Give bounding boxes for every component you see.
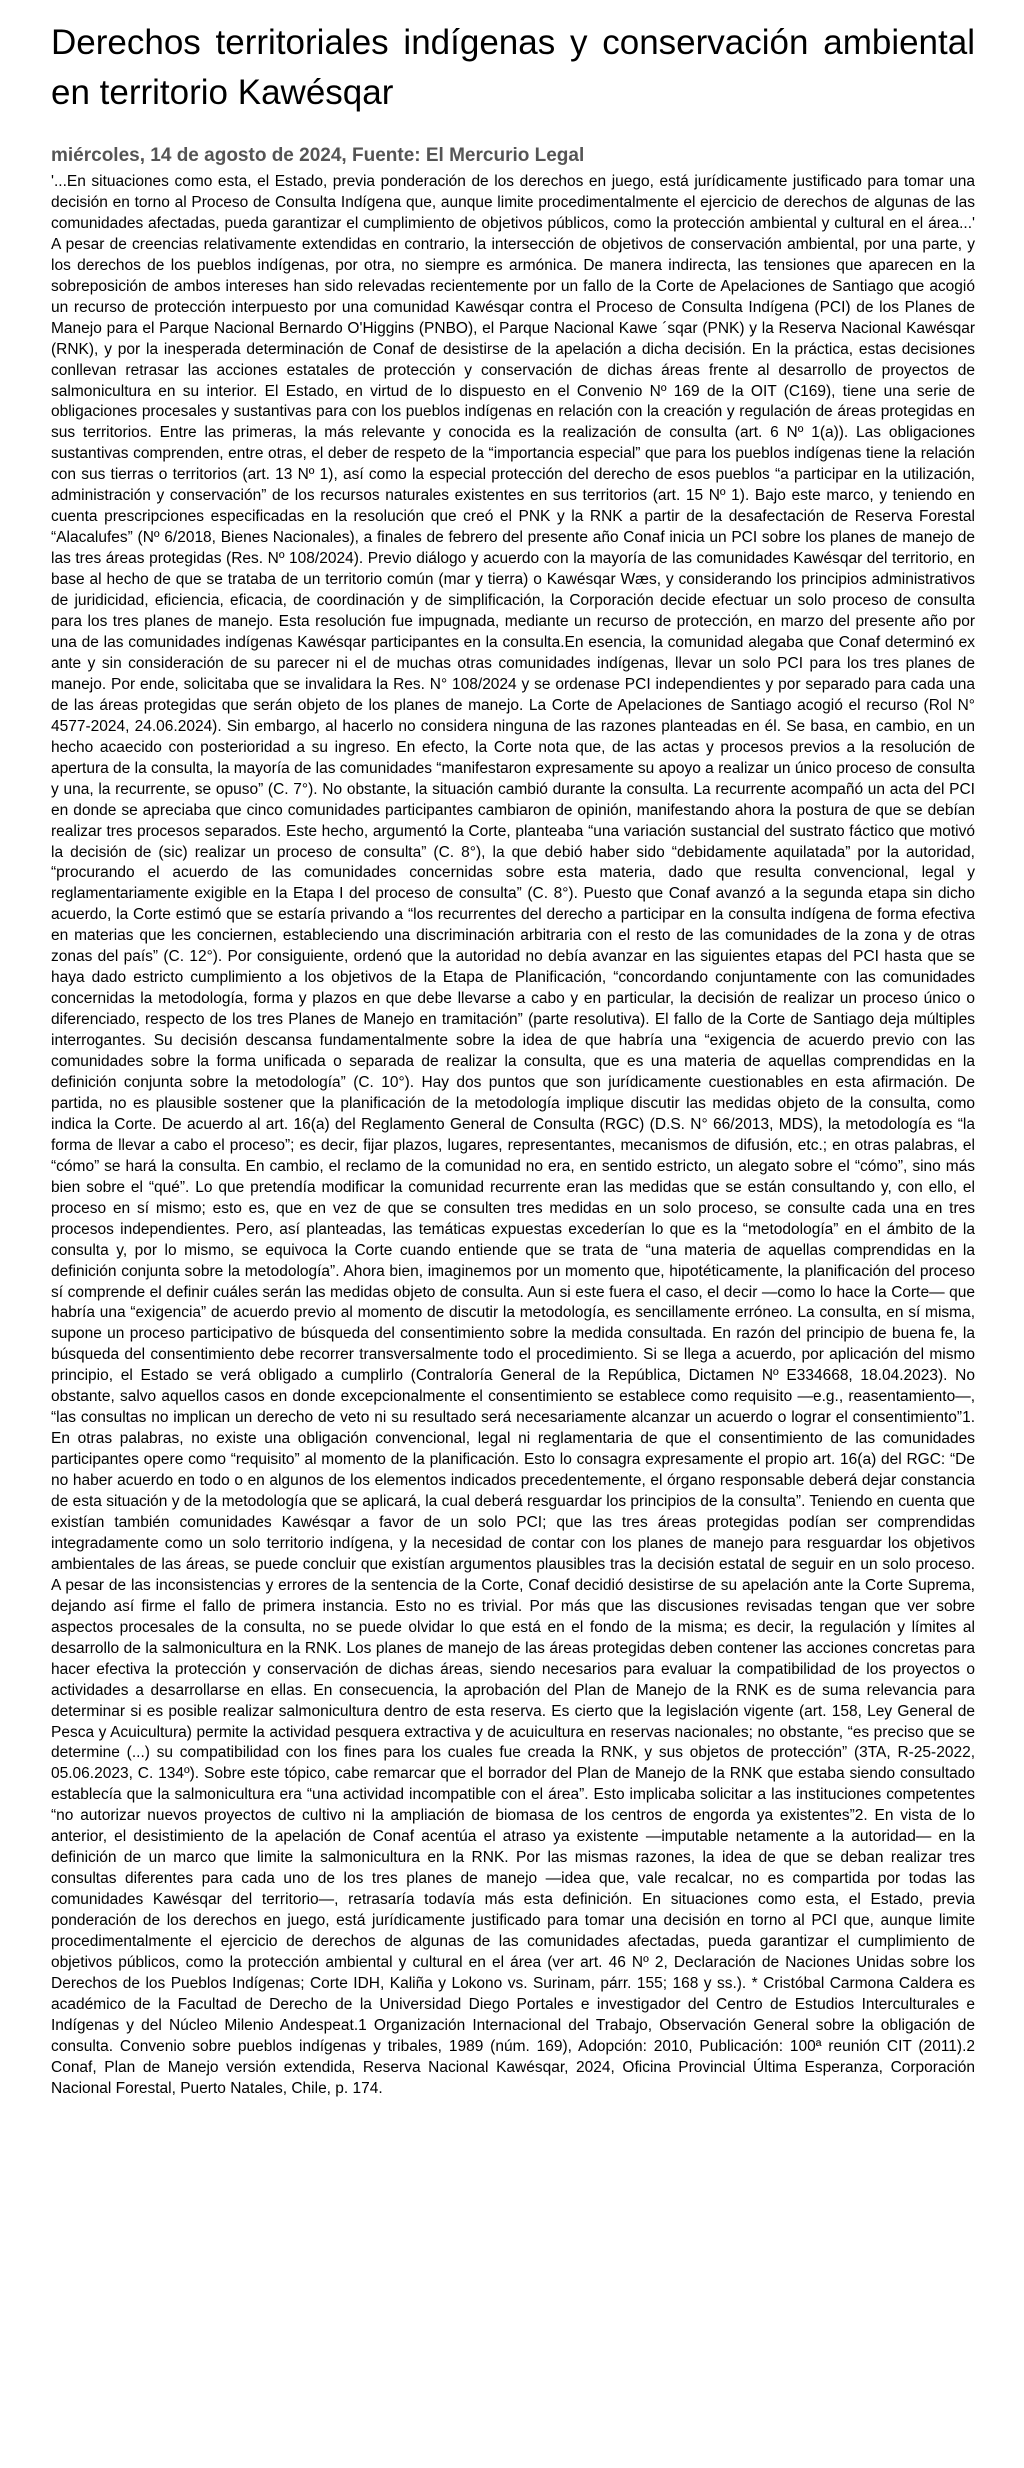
article-source: El Mercurio Legal	[425, 145, 585, 166]
article-page	[51, 0, 975, 2100]
article-title: Derechos territoriales indígenas y conservación ambiental en territorio Kawésqar	[51, 23, 975, 112]
article-source-prefix: Fuente:	[351, 145, 421, 166]
article-date: miércoles, 14 de agosto de 2024	[51, 145, 342, 166]
article-body: '...En situaciones como esta, el Estado, previa ponderación de los derechos en juego, está jurídicamente justificado para tomar una decisión en torno al Proceso de Consulta Indígena que, aunque limite procedimentalmente el ejercicio de derechos de algunas de las comunidades afectadas, pueda garantizar el cumplimiento de objetivos públicos, como la protección ambiental y cultural en el área...' A pesar de creencias relativamente extendidas en contrario, la intersección de objetivos de conservación ambiental, por una parte, y los derechos de los pueblos indígenas, por otra, no siempre es armónica. De manera indirecta, las tensiones que aparecen en la sobreposición de ambos intereses han sido relevadas recientemente por un fallo de la Corte de Apelaciones de Santiago que acogió un recurso de protección interpuesto por una comunidad Kawésqar contra el Proceso de Consulta Indígena (PCI) de los Planes de Manejo para el Parque Nacional Bernardo O'Higgins (PNBO), el Parque Nacional Kawe ´sqar (PNK) y la Reserva Nacional Kawésqar (RNK), y por la inesperada determinación de Conaf de desistirse de la apelación a dicha decisión. En la práctica, estas decisiones conllevan retrasar las acciones estatales de protección y conservación de dichas áreas frente al desarrollo de proyectos de salmonicultura en su interior. El Estado, en virtud de lo dispuesto en el Convenio Nº 169 de la OIT (C169), tiene una serie de obligaciones procesales y sustantivas para con los pueblos indígenas en relación con la creación y regulación de áreas protegidas en sus territorios. Entre las primeras, la más relevante y conocida es la realización de consulta (art. 6 Nº 1(a)). Las obligaciones sustantivas comprenden, entre otras, el deber de respeto de la “importancia especial” que para los pueblos indígenas tiene la relación con sus tierras o territorios (art. 13 Nº 1), así como la especial protección del derecho de esos pueblos “a participar en la utilización, administración y conservación” de los recursos naturales existentes en sus territorios (art. 15 Nº 1). Bajo este marco, y teniendo en cuenta prescripciones especificadas en la resolución que creó el PNK y la RNK a partir de la desafectación de Reserva Forestal “Alacalufes” (Nº 6/2018, Bienes Nacionales), a finales de febrero del presente año Conaf inicia un PCI sobre los planes de manejo de las tres áreas protegidas (Res. Nº 108/2024). Previo diálogo y acuerdo con la mayoría de las comunidades Kawésqar del territorio, en base al hecho de que se trataba de un territorio común (mar y tierra) o Kawésqar Wæs, y considerando los principios administrativos de juridicidad, eficiencia, eficacia, de coordinación y de simplificación, la Corporación decide efectuar un solo proceso de consulta para los tres planes de manejo. Esta resolución fue impugnada, mediante un recurso de protección, en marzo del presente año por una de las comunidades indígenas Kawésqar participantes en la consulta.En esencia, la comunidad alegaba que Conaf determinó ex ante y sin consideración de su parecer ni el de muchas otras comunidades indígenas, llevar un solo PCI para los tres planes de manejo. Por ende, solicitaba que se invalidara la Res. N° 108/2024 y se ordenase PCI independientes y por separado para cada una de las áreas protegidas que serán objeto de los planes de manejo. La Corte de Apelaciones de Santiago acogió el recurso (Rol N° 4577-2024, 24.06.2024). Sin embargo, al hacerlo no considera ninguna de las razones planteadas en él. Se basa, en cambio, en un hecho acaecido con posterioridad a su ingreso. En efecto, la Corte nota que, de las actas y procesos previos a la resolución de apertura de la consulta, la mayoría de las comunidades “manifestaron expresamente su apoyo a realizar un único proceso de consulta y una, la recurrente, se opuso” (C. 7°). No obstante, la situación cambió durante la consulta. La recurrente acompañó un acta del PCI en donde se apreciaba que cinco comunidades participantes cambiaron de opinión, manifestando ahora la postura de que se debían realizar tres procesos separados. Este hecho, argumentó la Corte, planteaba “una variación sustancial del sustrato fáctico que motivó la decisión de (sic) realizar un proceso de consulta” (C. 8°), la que debió haber sido “debidamente aquilatada” por la autoridad, “procurando el acuerdo de las comunidades concernidas sobre esta materia, dado que resulta convencional, legal y reglamentariamente exigible en la Etapa I del proceso de consulta” (C. 8°). Puesto que Conaf avanzó a la segunda etapa sin dicho acuerdo, la Corte estimó que se estaría privando a “los recurrentes del derecho a participar en la consulta indígena de forma efectiva en materias que les conciernen, estableciendo una discriminación arbitraria con el resto de las comunidades de la zona y de otras zonas del país” (C. 12°). Por consiguiente, ordenó que la autoridad no debía avanzar en las siguientes etapas del PCI hasta que se haya dado estricto cumplimiento a los objetivos de la Etapa de Planificación, “concordando conjuntamente con las comunidades concernidas la metodología, forma y plazos en que debe llevarse a cabo y en particular, la decisión de realizar un proceso único o diferenciado, respecto de los tres Planes de Manejo en tramitación” (parte resolutiva). El fallo de la Corte de Santiago deja múltiples interrogantes. Su decisión descansa fundamentalmente sobre la idea de que habría una “exigencia de acuerdo previo con las comunidades sobre la forma unificada o separada de realizar la consulta, que es una materia de aquellas comprendidas en la definición conjunta sobre la metodología” (C. 10°). Hay dos puntos que son jurídicamente cuestionables en esta afirmación. De partida, no es plausible sostener que la planificación de la metodología implique discutir las medidas objeto de la consulta, como indica la Corte. De acuerdo al art. 16(a) del Reglamento General de Consulta (RGC) (D.S. N° 66/2013, MDS), la metodología es “la forma de llevar a cabo el proceso”; es decir, fijar plazos, lugares, representantes, mecanismos de difusión, etc.; en otras palabras, el “cómo” se hará la consulta. En cambio, el reclamo de la comunidad no era, en sentido estricto, un alegato sobre el “cómo”, sino más bien sobre el “qué”. Lo que pretendía modificar la comunidad recurrente eran las medidas que se están consultando y, con ello, el proceso en sí mismo; esto es, que en vez de que se consulten tres medidas en un solo proceso, se consulte cada una en tres procesos independientes. Pero, así planteadas, las temáticas expuestas excederían lo que es la “metodología” en el ámbito de la consulta y, por lo mismo, se equivoca la Corte cuando entiende que se trata de “una materia de aquellas comprendidas en la definición conjunta sobre la metodología”. Ahora bien, imaginemos por un momento que, hipotéticamente, la planificación del proceso sí comprende el definir cuáles serán las medidas objeto de consulta. Aun si este fuera el caso, el decir —como lo hace la Corte— que habría una “exigencia” de acuerdo previo al momento de discutir la metodología, es sencillamente erróneo. La consulta, en sí misma, supone un proceso participativo de búsqueda del consentimiento sobre la medida consultada. En razón del principio de buena fe, la búsqueda del consentimiento debe recorrer transversalmente todo el procedimiento. Si se llega a acuerdo, por aplicación del mismo principio, el Estado se verá obligado a cumplirlo (Contraloría General de la República, Dictamen Nº E334668, 18.04.2023). No obstante, salvo aquellos casos en donde excepcionalmente el consentimiento se establece como requisito —e.g., reasentamiento—, “las consultas no implican un derecho de veto ni su resultado será necesariamente alcanzar un acuerdo o lograr el consentimiento”1. En otras palabras, no existe una obligación convencional, legal ni reglamentaria de que el consentimiento de las comunidades participantes opere como “requisito” al momento de la planificación. Esto lo consagra expresamente el propio art. 16(a) del RGC: “De no haber acuerdo en todo o en algunos de los elementos indicados precedentemente, el órgano responsable deberá dejar constancia de esta situación y de la metodología que se aplicará, la cual deberá resguardar los principios de la consulta”. Teniendo en cuenta que existían también comunidades Kawésqar a favor de un solo PCI; que las tres áreas protegidas podían ser comprendidas integradamente como un solo territorio indígena, y la necesidad de contar con los planes de manejo para resguardar los objetivos ambientales de las áreas, se puede concluir que existían argumentos plausibles tras la decisión estatal de seguir en un solo proceso. A pesar de las inconsistencias y errores de la sentencia de la Corte, Conaf decidió desistirse de su apelación ante la Corte Suprema, dejando así firme el fallo de primera instancia. Esto no es trivial. Por más que las discusiones revisadas tengan que ver sobre aspectos procesales de la consulta, no se puede olvidar lo que está en el fondo de la misma; es decir, la regulación y límites al desarrollo de la salmonicultura en la RNK. Los planes de manejo de las áreas protegidas deben contener las acciones concretas para hacer efectiva la protección y conservación de dichas áreas, siendo necesarios para evaluar la compatibilidad de los proyectos o actividades a desarrollarse en ellas. En consecuencia, la aprobación del Plan de Manejo de la RNK es de suma relevancia para determinar si es posible realizar salmonicultura dentro de esta reserva. Es cierto que la legislación vigente (art. 158, Ley General de Pesca y Acuicultura) permite la actividad pesquera extractiva y de acuicultura en reservas nacionales; no obstante, “es preciso que se determine (...) su compatibilidad con los fines para los cuales fue creada la RNK, y sus objetos de protección” (3TA, R-25-2022, 05.06.2023, C. 134º). Sobre este tópico, cabe remarcar que el borrador del Plan de Manejo de la RNK que estaba siendo consultado establecía que la salmonicultura era “una actividad incompatible con el área”. Esto implicaba solicitar a las instituciones competentes “no autorizar nuevos proyectos de cultivo ni la ampliación de biomasa de los centros de engorda ya existentes”2. En vista de lo anterior, el desistimiento de la apelación de Conaf acentúa el atraso ya existente —imputable netamente a la autoridad— en la definición de un marco que limite la salmonicultura en la RNK. Por las mismas razones, la idea de que se deban realizar tres consultas diferentes para cada uno de los tres planes de manejo —idea que, vale recalcar, no es compartida por todas las comunidades Kawésqar del territorio—, retrasaría todavía más esta definición. En situaciones como esta, el Estado, previa ponderación de los derechos en juego, está jurídicamente justificado para tomar una decisión en torno al PCI que, aunque limite procedimentalmente el ejercicio de derechos de algunas de las comunidades afectadas, pueda garantizar el cumplimiento de objetivos públicos, como la protección ambiental y cultural en el área (ver art. 46 Nº 2, Declaración de Naciones Unidas sobre los Derechos de los Pueblos Indígenas; Corte IDH, Kaliña y Lokono vs. Surinam, párr. 155; 168 y ss.). * Cristóbal Carmona Caldera es académico de la Facultad de Derecho de la Universidad Diego Portales e investigador del Centro de Estudios Interculturales e Indígenas y del Núcleo Milenio Andespeat.1 Organización Internacional del Trabajo, Observación General sobre la obligación de consulta. Convenio sobre pueblos indígenas y tribales, 1989 (núm. 169), Adopción: 2010, Publicación: 100ª reunión CIT (2011).2 Conaf, Plan de Manejo versión extendida, Reserva Nacional Kawésqar, 2024, Oficina Provincial Última Esperanza, Corporación Nacional Forestal, Puerto Natales, Chile, p. 174.	[51, 173, 975, 2097]
article-byline: miércoles, 14 de agosto de 2024, Fuente: El Mercurio Legal	[51, 145, 585, 166]
